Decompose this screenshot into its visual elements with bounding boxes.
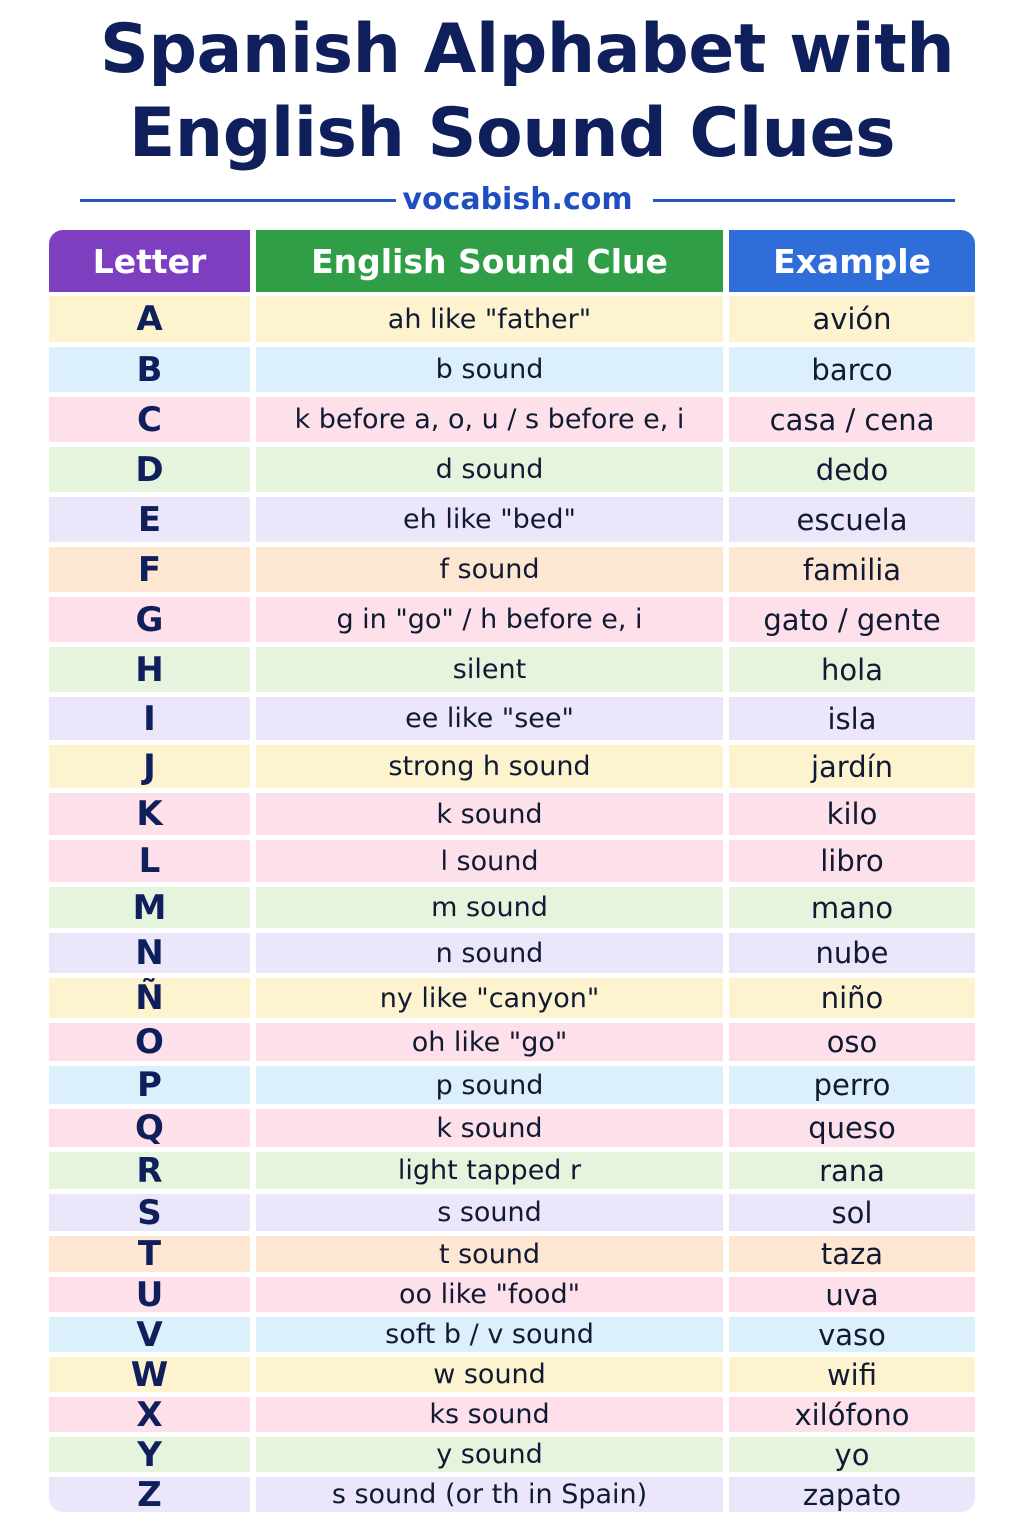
example-cell: casa / cena bbox=[729, 397, 975, 442]
sound-clue-cell: n sound bbox=[256, 933, 723, 973]
table-row bbox=[49, 1109, 975, 1147]
example-cell: wifi bbox=[729, 1357, 975, 1392]
table-row bbox=[49, 447, 975, 492]
table-row bbox=[49, 597, 975, 642]
letter-cell: H bbox=[49, 647, 250, 692]
sound-clue-cell: eh like "bed" bbox=[256, 497, 723, 542]
header-example: Example bbox=[729, 230, 975, 292]
example-cell: mano bbox=[729, 887, 975, 928]
table-row bbox=[49, 793, 975, 835]
table-row bbox=[49, 1317, 975, 1352]
letter-cell: E bbox=[49, 497, 250, 542]
sound-clue-cell: s sound (or th in Spain) bbox=[256, 1477, 723, 1512]
table-row bbox=[49, 697, 975, 740]
letter-cell: T bbox=[49, 1236, 250, 1272]
letter-cell: D bbox=[49, 447, 250, 492]
site-name: vocabish.com bbox=[402, 182, 633, 217]
example-cell: avión bbox=[729, 296, 975, 342]
table-row bbox=[49, 347, 975, 392]
example-cell: perro bbox=[729, 1066, 975, 1104]
letter-cell: L bbox=[49, 840, 250, 882]
example-cell: isla bbox=[729, 697, 975, 740]
page-title bbox=[0, 8, 1024, 176]
example-cell: kilo bbox=[729, 793, 975, 835]
sound-clue-cell: oh like "go" bbox=[256, 1023, 723, 1061]
sound-clue-cell: f sound bbox=[256, 547, 723, 592]
table-row bbox=[49, 1066, 975, 1104]
sound-clue-cell: oo like "food" bbox=[256, 1277, 723, 1312]
example-cell: dedo bbox=[729, 447, 975, 492]
letter-cell: S bbox=[49, 1194, 250, 1231]
example-cell: yo bbox=[729, 1437, 975, 1472]
example-cell: taza bbox=[729, 1236, 975, 1272]
letter-cell: V bbox=[49, 1317, 250, 1352]
letter-cell: P bbox=[49, 1066, 250, 1104]
letter-cell: I bbox=[49, 697, 250, 740]
table-row bbox=[49, 1194, 975, 1231]
site-banner bbox=[80, 180, 955, 220]
letter-cell: B bbox=[49, 347, 250, 392]
sound-clue-cell: p sound bbox=[256, 1066, 723, 1104]
example-cell: jardín bbox=[729, 745, 975, 788]
table-row bbox=[49, 1477, 975, 1512]
example-cell: hola bbox=[729, 647, 975, 692]
sound-clue-cell: w sound bbox=[256, 1357, 723, 1392]
letter-cell: U bbox=[49, 1277, 250, 1312]
example-cell: vaso bbox=[729, 1317, 975, 1352]
table-row bbox=[49, 397, 975, 442]
example-cell: uva bbox=[729, 1277, 975, 1312]
sound-clue-cell: d sound bbox=[256, 447, 723, 492]
example-cell: queso bbox=[729, 1109, 975, 1147]
letter-cell: K bbox=[49, 793, 250, 835]
example-cell: nube bbox=[729, 933, 975, 973]
example-cell: niño bbox=[729, 978, 975, 1018]
letter-cell: F bbox=[49, 547, 250, 592]
sound-clue-cell: l sound bbox=[256, 840, 723, 882]
table-row bbox=[49, 933, 975, 973]
table-row bbox=[49, 978, 975, 1018]
sound-clue-cell: y sound bbox=[256, 1437, 723, 1472]
example-cell: escuela bbox=[729, 497, 975, 542]
sound-clue-cell: ks sound bbox=[256, 1397, 723, 1432]
table-row bbox=[49, 1023, 975, 1061]
example-cell: oso bbox=[729, 1023, 975, 1061]
letter-cell: O bbox=[49, 1023, 250, 1061]
sound-clue-cell: t sound bbox=[256, 1236, 723, 1272]
sound-clue-cell: strong h sound bbox=[256, 745, 723, 788]
table-row bbox=[49, 1357, 975, 1392]
sound-clue-cell: ah like "father" bbox=[256, 296, 723, 342]
letter-cell: A bbox=[49, 296, 250, 342]
example-cell: xilófono bbox=[729, 1397, 975, 1432]
example-cell: gato / gente bbox=[729, 597, 975, 642]
alphabet-table bbox=[49, 230, 975, 1517]
sound-clue-cell: ny like "canyon" bbox=[256, 978, 723, 1018]
letter-cell: M bbox=[49, 887, 250, 928]
title-line-1: Spanish Alphabet with bbox=[99, 10, 955, 89]
table-row bbox=[49, 887, 975, 928]
table-row bbox=[49, 647, 975, 692]
sound-clue-cell: k before a, o, u / s before e, i bbox=[256, 397, 723, 442]
sound-clue-cell: s sound bbox=[256, 1194, 723, 1231]
table-row bbox=[49, 296, 975, 342]
example-cell: zapato bbox=[729, 1477, 975, 1512]
letter-cell: Z bbox=[49, 1477, 250, 1512]
table-row bbox=[49, 547, 975, 592]
sound-clue-cell: m sound bbox=[256, 887, 723, 928]
example-cell: familia bbox=[729, 547, 975, 592]
sound-clue-cell: ee like "see" bbox=[256, 697, 723, 740]
letter-cell: X bbox=[49, 1397, 250, 1432]
letter-cell: Y bbox=[49, 1437, 250, 1472]
example-cell: sol bbox=[729, 1194, 975, 1231]
letter-cell: W bbox=[49, 1357, 250, 1392]
table-row bbox=[49, 497, 975, 542]
header-english-sound-clue: English Sound Clue bbox=[256, 230, 723, 292]
letter-cell: Ñ bbox=[49, 978, 250, 1018]
example-cell: barco bbox=[729, 347, 975, 392]
sound-clue-cell: light tapped r bbox=[256, 1152, 723, 1189]
example-cell: rana bbox=[729, 1152, 975, 1189]
header-letter: Letter bbox=[49, 230, 250, 292]
table-row bbox=[49, 1397, 975, 1432]
example-cell: libro bbox=[729, 840, 975, 882]
letter-cell: R bbox=[49, 1152, 250, 1189]
letter-cell: Q bbox=[49, 1109, 250, 1147]
table-row bbox=[49, 1277, 975, 1312]
sound-clue-cell: b sound bbox=[256, 347, 723, 392]
sound-clue-cell: k sound bbox=[256, 1109, 723, 1147]
sound-clue-cell: g in "go" / h before e, i bbox=[256, 597, 723, 642]
table-row bbox=[49, 1437, 975, 1472]
table-row bbox=[49, 745, 975, 788]
letter-cell: J bbox=[49, 745, 250, 788]
table-row bbox=[49, 1236, 975, 1272]
letter-cell: G bbox=[49, 597, 250, 642]
table-row bbox=[49, 1152, 975, 1189]
title-line-2: English Sound Clues bbox=[128, 94, 896, 173]
letter-cell: C bbox=[49, 397, 250, 442]
letter-cell: N bbox=[49, 933, 250, 973]
sound-clue-cell: k sound bbox=[256, 793, 723, 835]
sound-clue-cell: silent bbox=[256, 647, 723, 692]
divider-right bbox=[653, 199, 955, 202]
sound-clue-cell: soft b / v sound bbox=[256, 1317, 723, 1352]
table-header-row bbox=[49, 230, 975, 292]
table-row bbox=[49, 840, 975, 882]
